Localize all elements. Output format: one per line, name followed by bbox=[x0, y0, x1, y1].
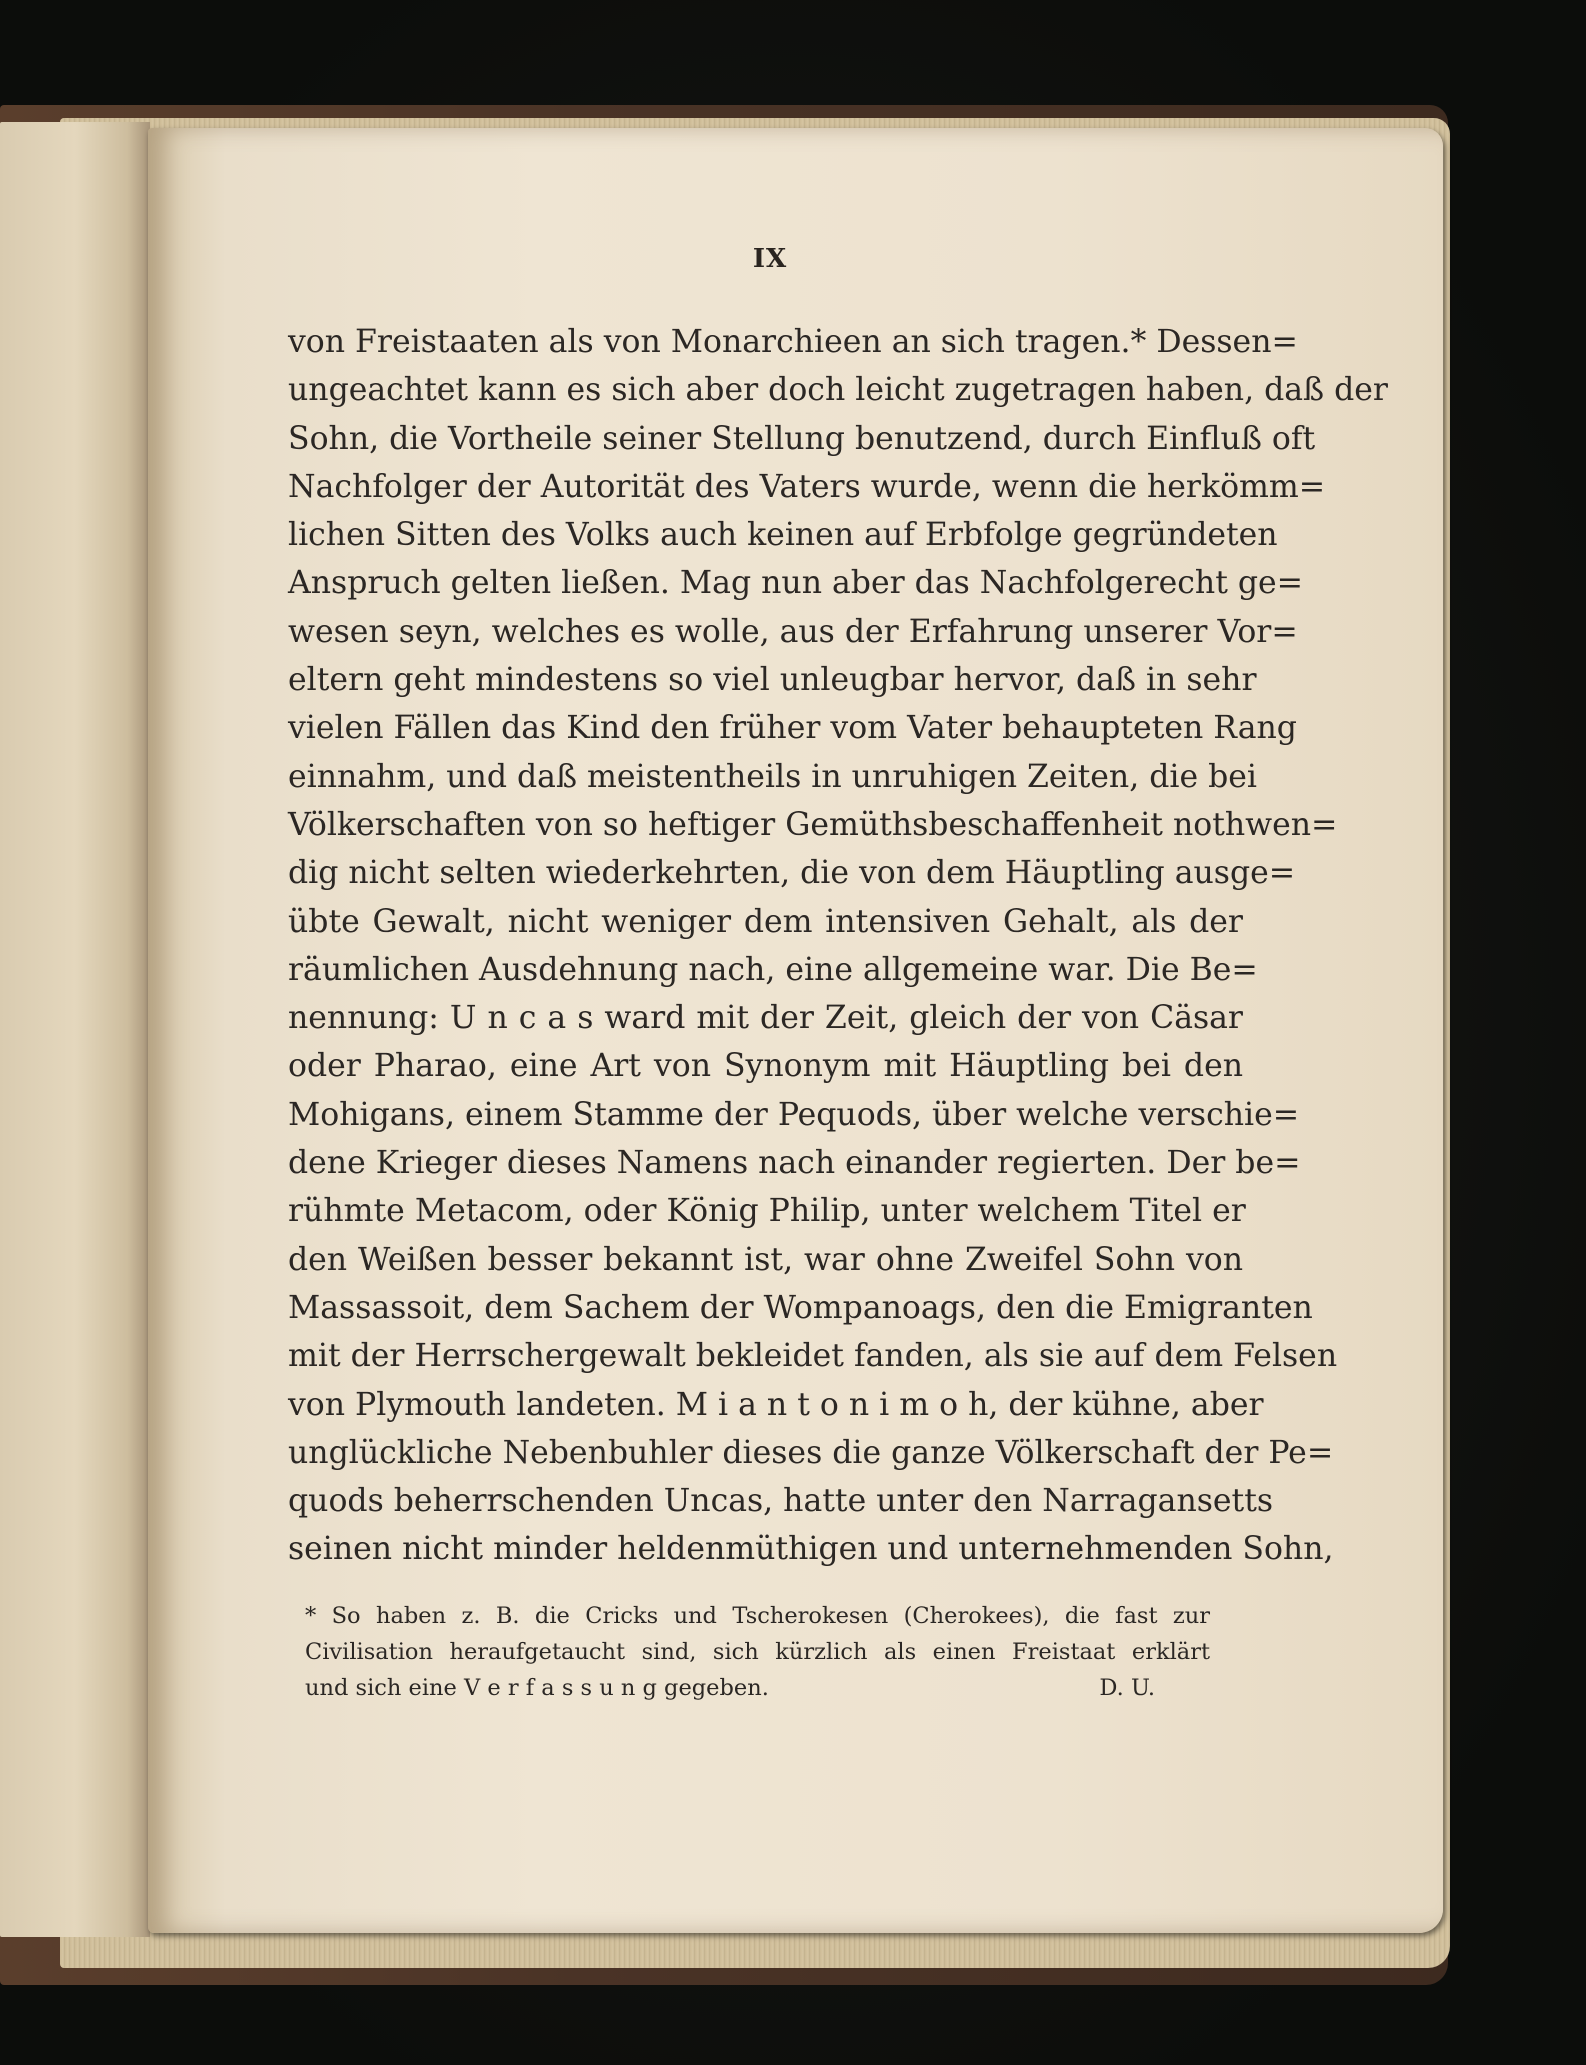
footnote-last-line bbox=[305, 1670, 1210, 1706]
footnote-line: * So haben z. B. die Cricks und Tscherokesen (Cherokees), die fast zur bbox=[305, 1603, 1210, 1629]
footnote-signature: D. U. bbox=[1099, 1675, 1155, 1701]
text-line: unglückliche Nebenbuhler dieses die ganze Völkerschaft der Pe= bbox=[288, 1434, 1334, 1471]
footnote bbox=[305, 1598, 1210, 1706]
text-line: nennung: U n c a s ward mit der Zeit, gleich der von Cäsar bbox=[288, 1000, 1243, 1037]
text-line: oder Pharao, eine Art von Synonym mit Häuptling bei den bbox=[288, 1048, 1243, 1085]
left-page-edge bbox=[0, 122, 150, 1937]
text-line: übte Gewalt, nicht weniger dem intensiven Gehalt, als der bbox=[288, 903, 1243, 940]
text-line: quods beherrschenden Uncas, hatte unter den Narragansetts bbox=[288, 1483, 1274, 1520]
text-line: Anspruch gelten ließen. Mag nun aber das Nachfolgerecht ge= bbox=[288, 565, 1304, 602]
text-line: mit der Herrschergewalt bekleidet fanden, als sie auf dem Felsen bbox=[288, 1338, 1338, 1375]
text-line: lichen Sitten des Volks auch keinen auf Erbfolge gegründeten bbox=[288, 517, 1278, 554]
text-line: Massassoit, dem Sachem der Wompanoags, den die Emigranten bbox=[288, 1289, 1313, 1326]
text-line: eltern geht mindestens so viel unleugbar hervor, daß in sehr bbox=[288, 662, 1257, 699]
page-number: IX bbox=[752, 244, 788, 274]
text-line: ungeachtet kann es sich aber doch leicht zugetragen haben, daß der bbox=[288, 372, 1388, 409]
body-text bbox=[288, 318, 1388, 1574]
text-line: einnahm, und daß meistentheils in unruhigen Zeiten, die bei bbox=[288, 758, 1258, 795]
text-line: den Weißen besser bekannt ist, war ohne Zweifel Sohn von bbox=[288, 1241, 1243, 1278]
text-line: von Plymouth landeten. M i a n t o n i m o h, der kühne, aber bbox=[288, 1386, 1264, 1423]
text-line: von Freistaaten als von Monarchieen an sich tragen.* Dessen= bbox=[288, 324, 1298, 360]
text-line: Mohigans, einem Stamme der Pequods, über welche verschie= bbox=[288, 1096, 1300, 1133]
text-line: Völkerschaften von so heftiger Gemüthsbeschaffenheit nothwen= bbox=[288, 806, 1338, 843]
text-line: Sohn, die Vortheile seiner Stellung benutzend, durch Einfluß oft bbox=[288, 420, 1316, 457]
footnote-line: Civilisation heraufgetaucht sind, sich kürzlich als einen Freistaat erklärt bbox=[305, 1639, 1210, 1665]
text-line: wesen seyn, welches es wolle, aus der Erfahrung unserer Vor= bbox=[288, 613, 1298, 650]
text-line: dene Krieger dieses Namens nach einander regierten. Der be= bbox=[288, 1145, 1301, 1182]
footnote-line: und sich eine V e r f a s s u n g gegeben. bbox=[305, 1675, 769, 1701]
text-line: dig nicht selten wiederkehrten, die von dem Häuptling ausge= bbox=[288, 855, 1296, 892]
text-line: vielen Fällen das Kind den früher vom Vater behaupteten Rang bbox=[288, 710, 1297, 747]
text-line: seinen nicht minder heldenmüthigen und unternehmenden Sohn, bbox=[288, 1531, 1334, 1568]
text-line: Nachfolger der Autorität des Vaters wurde, wenn die herkömm= bbox=[288, 468, 1326, 505]
text-line: rühmte Metacom, oder König Philip, unter welchem Titel er bbox=[288, 1193, 1246, 1230]
text-line: räumlichen Ausdehnung nach, eine allgemeine war. Die Be= bbox=[288, 951, 1258, 988]
